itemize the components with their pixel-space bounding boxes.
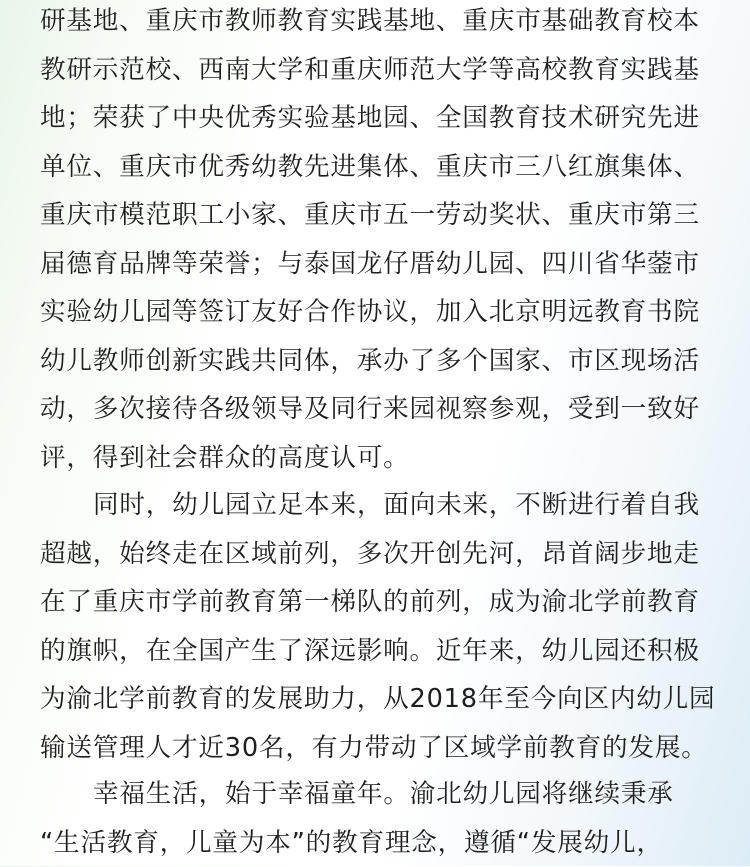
text-line: 动，多次接待各级领导及同行来园视察参观，受到一致好 [40,385,700,434]
text-line: 的旗帜，在全国产生了深远影响。近年来，幼儿园还积极 [40,627,715,676]
text-line: 研基地、重庆市教师教育实践基地、重庆市基础教育校本 [40,0,700,46]
text-line: 重庆市模范职工小家、重庆市五一劳动奖状、重庆市第三 [40,191,700,240]
text-line: 在了重庆市学前教育第一梯队的前列，成为渝北学前教育 [40,578,715,627]
paragraph-development [40,481,715,772]
paragraph-honors [40,0,700,482]
text-line: 评，得到社会群众的高度认可。 [40,434,700,483]
text-line: 同时，幼儿园立足本来，面向未来，不断进行着自我 [40,481,715,530]
text-line: 超越，始终走在区域前列，多次开创先河，昂首阔步地走 [40,530,715,579]
text-line: “生活教育，儿童为本”的教育理念，遵循“发展幼儿， [40,819,674,867]
text-line: 届德育品牌等荣誉；与泰国龙仔厝幼儿园、四川省华蓥市 [40,240,700,289]
text-line: 输送管理人才近30名，有力带动了区域学前教育的发展。 [40,724,715,773]
text-line: 为渝北学前教育的发展助力，从2018年至今向区内幼儿园 [40,675,715,724]
text-line: 教研示范校、西南大学和重庆师范大学等高校教育实践基 [40,46,700,95]
text-line: 地；荣获了中央优秀实验基地园、全国教育技术研究先进 [40,94,700,143]
text-line: 幼儿教师创新实践共同体，承办了多个国家、市区现场活 [40,337,700,386]
paragraph-philosophy [40,770,674,867]
text-line: 单位、重庆市优秀幼教先进集体、重庆市三八红旗集体、 [40,143,700,192]
text-line: 实验幼儿园等签订友好合作协议，加入北京明远教育书院 [40,288,700,337]
text-line: 幸福生活，始于幸福童年。渝北幼儿园将继续秉承 [40,770,674,819]
